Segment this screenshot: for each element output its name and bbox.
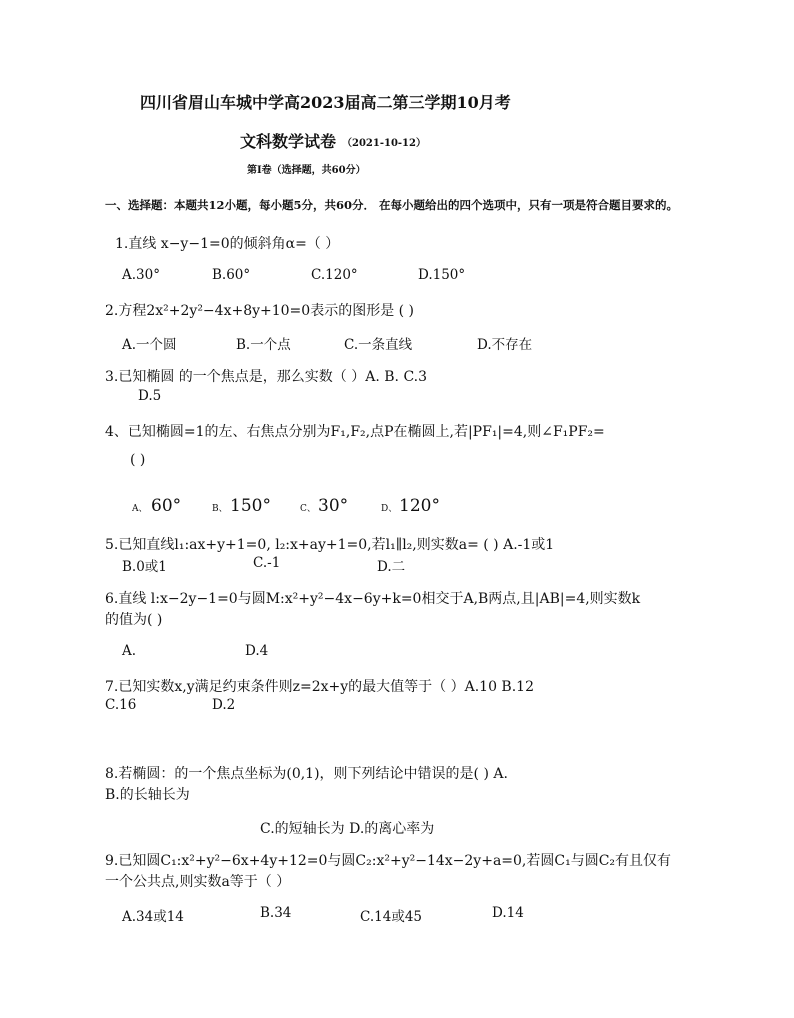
question-4-option-c: 30° — [318, 496, 349, 516]
question-4-option-d: 120° — [399, 496, 440, 516]
question-9-option-d: D.14 — [492, 905, 524, 921]
question-7-line-1: 7.已知实数x,y满足约束条件则z=2x+y的最大值等于（ ）A.10 B.12 — [105, 679, 534, 695]
exam-subtitle: 文科数学试卷 — [240, 132, 337, 151]
question-4-option-a-letter: A、 — [132, 504, 148, 514]
question-4-option-c-letter: C、 — [300, 504, 316, 514]
question-6-line-2: 的值为( ) — [105, 612, 163, 628]
question-1-option-c: C.120° — [311, 267, 358, 283]
question-6-line-1: 6.直线 l:x−2y−1=0与圆M:x²+y²−4x−6y+k=0相交于A,B两点,且|AB|=4,则实数k — [105, 591, 641, 607]
question-1-option-a: A.30° — [122, 267, 160, 283]
question-8-line-3: C.的短轴长为 D.的离心率为 — [260, 821, 435, 837]
question-5-option-c: C.-1 — [253, 555, 281, 571]
question-3-line-1: 3.已知椭圆 的一个焦点是，那么实数（ ）A. B. C.3 — [105, 369, 428, 385]
question-5-option-d: D.二 — [377, 559, 406, 575]
question-9-option-a: A.34或14 — [122, 909, 184, 925]
question-2-option-a: A.一个圆 — [122, 337, 177, 353]
exam-title: 四川省眉山车城中学高2023届高二第三学期10月考 — [140, 93, 511, 112]
question-4-option-b: 150° — [230, 496, 271, 516]
section-instruction: 一、选择题：本题共12小题，每小题5分，共60分． 在每小题给出的四个选项中，只有一项是符合题目要求的。 — [105, 198, 679, 212]
question-6-option-a: A. — [122, 643, 137, 659]
question-9-option-c: C.14或45 — [360, 909, 422, 925]
question-9-option-b: B.34 — [260, 905, 292, 921]
question-9-line-2: 一个公共点,则实数a等于（ ） — [105, 874, 291, 890]
question-2-option-d: D.不存在 — [477, 337, 533, 353]
question-1-option-d: D.150° — [418, 267, 466, 283]
question-4-option-d-letter: D、 — [381, 504, 398, 514]
question-3-option-d: D.5 — [138, 388, 162, 404]
question-4-blank: ( ) — [130, 452, 146, 468]
question-1-option-b: B.60° — [212, 267, 251, 283]
question-4-option-a: 60° — [151, 496, 182, 516]
question-1-stem: 1.直线 x−y−1=0的倾斜角α=（ ） — [115, 236, 340, 252]
part-heading: 第Ⅰ卷（选择题，共60分） — [247, 165, 366, 176]
question-8-line-1: 8.若椭圆：的一个焦点坐标为(0,1)，则下列结论中错误的是( ) A. — [105, 766, 508, 782]
question-4-line-1: 4、已知椭圆=1的左、右焦点分别为F₁,F₂,点P在椭圆上,若|PF₁|=4,则∠F₁PF₂= — [105, 424, 605, 440]
question-6-option-d: D.4 — [245, 643, 269, 659]
question-9-line-1: 9.已知圆C₁:x²+y²−6x+4y+12=0与圆C₂:x²+y²−14x−2y+a=0,若圆C₁与圆C₂有且仅有 — [105, 853, 672, 869]
question-5-line-1: 5.已知直线l₁:ax+y+1=0, l₂:x+ay+1=0,若l₁∥l₂,则实数a= ( ) A.-1或1 — [105, 537, 555, 553]
question-2-option-b: B.一个点 — [236, 337, 291, 353]
question-8-line-2: B.的长轴长为 — [105, 787, 190, 803]
exam-date: （2021-10-12） — [342, 138, 426, 149]
question-7-option-c: C.16 — [105, 697, 137, 713]
question-5-option-b: B.0或1 — [122, 559, 167, 575]
question-7-option-d: D.2 — [212, 697, 236, 713]
question-4-option-b-letter: B、 — [212, 504, 228, 514]
question-2-stem: 2.方程2x²+2y²−4x+8y+10=0表示的图形是 ( ) — [105, 303, 415, 319]
question-2-option-c: C.一条直线 — [344, 337, 413, 353]
